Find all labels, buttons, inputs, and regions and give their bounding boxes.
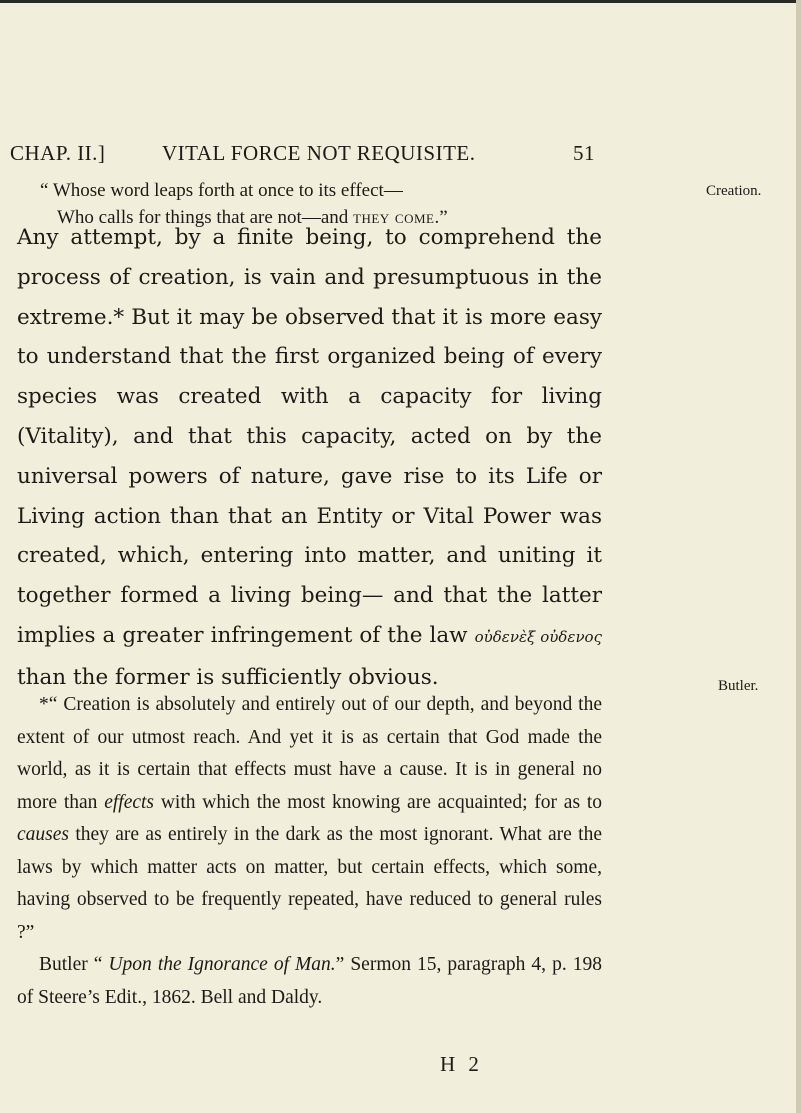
footnote-citation: Butler “ Upon the Ignorance of Man.” Sermon 15, paragraph 4, p. 198 of Steere’s Edit., 1862. Bell and Daldy. <box>17 954 602 1008</box>
running-title: VITAL FORCE NOT REQUISITE. <box>162 141 476 165</box>
page-edge <box>796 0 801 1113</box>
footnote <box>17 689 602 1014</box>
greek-phrase: οὐδενὲξ οὐδενος <box>474 627 602 646</box>
verse-line-1: “ Whose word leaps forth at once to its effect— <box>40 180 403 201</box>
verse-small-caps: they come <box>353 207 435 228</box>
main-text <box>17 218 602 698</box>
verse-line-2: Who calls for things that are not—and they come.” <box>57 207 448 228</box>
margin-note-butler: Butler. <box>718 678 759 694</box>
margin-note-creation: Creation. <box>706 183 762 199</box>
chapter-label: CHAP. II.] <box>10 141 106 165</box>
top-border-rule <box>0 0 801 3</box>
running-header <box>10 141 595 169</box>
signature-mark: H 2 <box>440 1052 483 1076</box>
main-paragraph: Any attempt, by a finite being, to comprehend the process of creation, is vain and presumptuous in the extreme.* But it may be observed that it is more easy to understand that the first organized being of every species was created with a capacity for living (Vitality), and that this capacity, acted on by the universal powers of nature, gave rise to its Life or Living action than that an Entity or Vital Power was created, which, entering into matter, and uniting it together formed a living being— and that the latter implies a greater infringement of the law οὐδενὲξ οὐδενος than the former is sufficiently obvious. <box>17 225 602 690</box>
page-number: 51 <box>573 141 595 165</box>
footnote-quote: *“ Creation is absolutely and entirely out of our depth, and beyond the extent of our utmost reach. And yet it is as certain that God made the world, as it is certain that effects must have a cause. It is in general no more than effects with which the most knowing are acquainted; for as to causes they are as entirely in the dark as the most ignorant. What are the laws by which matter acts on matter, but certain effects, which some, having observed to be frequently repeated, have reduced to general rules ?” <box>17 694 603 943</box>
